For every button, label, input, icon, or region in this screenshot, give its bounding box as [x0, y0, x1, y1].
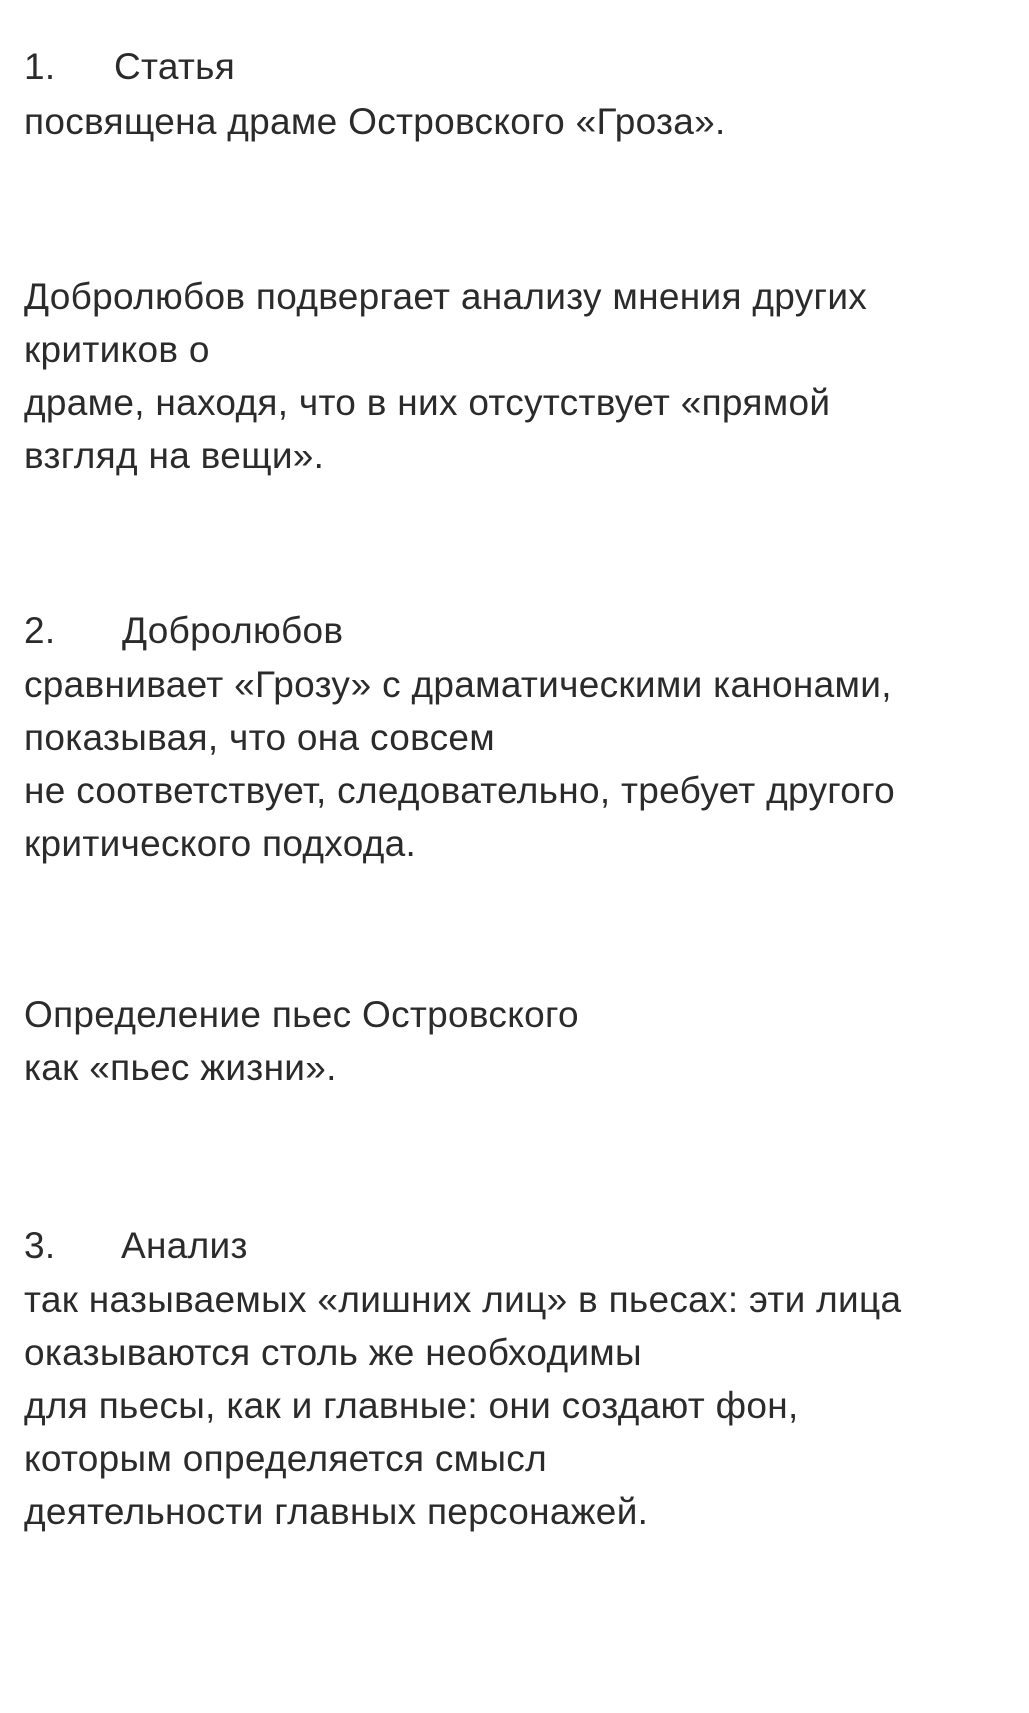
paragraph-line: как «пьес жизни».	[24, 1047, 337, 1088]
paragraph-line: Добролюбов подвергает анализу мнения других	[24, 276, 868, 317]
paragraph-line: для пьесы, как и главные: они создают фон,	[24, 1385, 799, 1426]
item-number: 1.	[24, 46, 56, 87]
paragraph-line: не соответствует, следовательно, требует другого	[24, 770, 895, 811]
paragraph-line: драме, находя, что в них отсутствует «прямой	[24, 382, 831, 423]
item-heading: Статья	[114, 46, 236, 87]
paragraph-line: показывая, что она совсем	[24, 717, 496, 758]
paragraph-line: сравнивает «Грозу» с драматическими канонами,	[24, 664, 892, 705]
paragraph-line: которым определяется смысл	[24, 1438, 547, 1479]
item-heading: Добролюбов	[122, 610, 344, 651]
item-number: 3.	[24, 1225, 56, 1266]
item-1-heading-line	[24, 44, 236, 90]
paragraph-line: взгляд на вещи».	[24, 435, 325, 476]
paragraph-line: оказываются столь же необходимы	[24, 1332, 642, 1373]
paragraph-line: критиков о	[24, 329, 210, 370]
paragraph-line: так называемых «лишних лиц» в пьесах: эти лица	[24, 1279, 902, 1320]
paragraph-line: критического подхода.	[24, 823, 417, 864]
item-heading: Анализ	[121, 1225, 248, 1266]
item-3-heading-line	[24, 1223, 248, 1269]
item-number: 2.	[24, 610, 56, 651]
item-2-heading-line	[24, 608, 344, 654]
paragraph-line: Определение пьес Островского	[24, 994, 579, 1035]
paragraph-line: посвящена драме Островского «Гроза».	[24, 101, 726, 142]
paragraph-line: деятельности главных персонажей.	[24, 1491, 649, 1532]
